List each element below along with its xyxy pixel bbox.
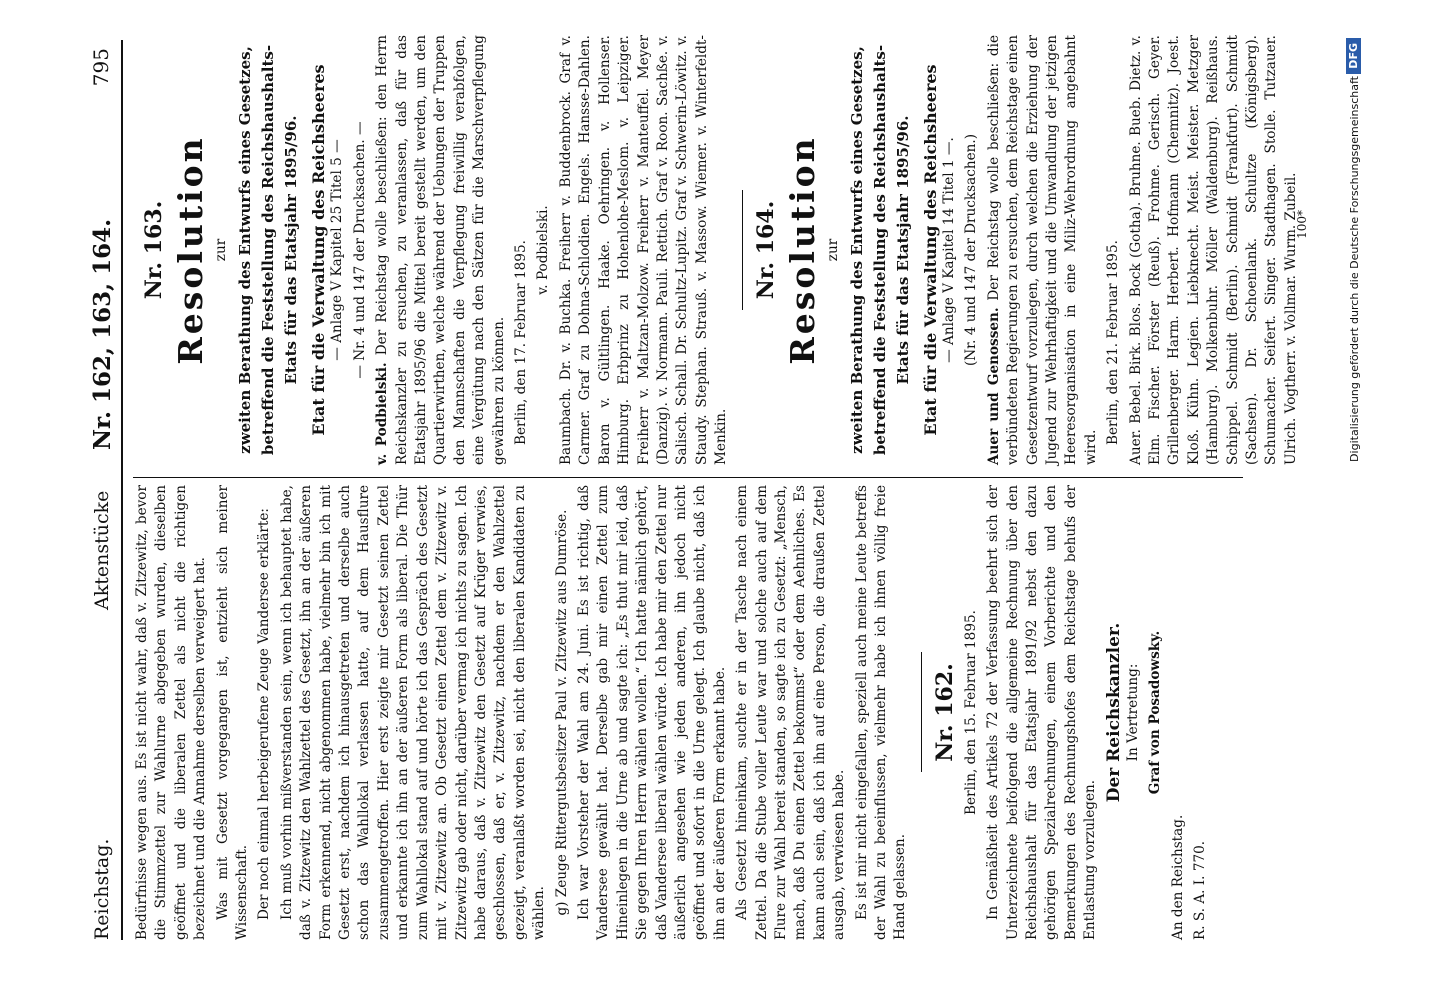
resolution-title: zweiten Berathung des Entwurfs eines Gesetzes, betreffend die Feststellung des Reichshaushalts-Etats für das Etatsjahr 1895/96. — [236, 44, 301, 456]
zur: zur — [213, 238, 229, 262]
signer: v. Podbielski. — [535, 205, 552, 295]
column-divider — [133, 477, 1243, 478]
header-left: Reichstag. — [91, 838, 113, 940]
resolution-body: Der Reichstag wolle beschließen: die verbündeten Regierungen zu ersuchen, dem Reichstage einen Gesetzentwurf vorzulegen, durch welchen die Erziehung der Jugend zur Wehrhaftigkeit und die Umwandlung der jetzigen Heeresorganisation in eine Miliz-Wehrordnung angebahnt wird. — [985, 35, 1099, 465]
dfg-credit — [1343, 20, 1367, 980]
separator — [742, 190, 743, 310]
page-number: 795 — [89, 48, 113, 87]
witness-heading: g) Zeuge Rittergutsbesitzer Paul v. Zitzewitz aus Dumröse. — [553, 509, 570, 916]
mover: v. Podbielski. — [374, 362, 391, 465]
separator — [921, 653, 922, 773]
paragraph: Ich war Vorsteher der Wahl am 24. Juni. Es ist richtig, daß Vandersee gewählt hat. Derselbe gab mir einen Zettel zum Hineinlegen in die Urne ab und sagte ich: „Es thut mir leid, daß Sie gegen Ihren Herrn wählen wollen.“ Ich hatte nämlich gehört, daß Vandersee liberal wählen würde. Ich habe mir den Zettel nur äußerlich angesehen wie jeden anderen, ihn jedoch nicht geöffnet und sofort in die Urne gelegt. Ich glaube nicht, daß ich ihn an der äußeren Form erkannt habe. — [575, 485, 728, 940]
doc-number-162: Nr. 162. — [931, 663, 958, 762]
cosigners: Baumbach. Dr. v. Buchka. Freiherr v. Buddenbrock. Graf v. Carmer. Graf zu Dohna-Schlodien. Engels. Hansse-Dahlen. Baron v. Gültlingen. Haake. Oehringen. v. Hollenser. Himburg. Erbprinz zu Hohenlohe-Meslom. v. Leipziger. Freiherr v. Maltzan-Molzow. Freiherr v. Manteuffel. Meyer (Danzig). v. Normann. Pauli. Rettich. Graf v. Roon. Sachße. v. Salisch. Schall. Dr. Schultz-Lupitz. Graf v. Schwerin-Löwitz. v. Staudy. Stephan. Strauß. v. Massow. Wiemer. v. Winterfeldt-Menkin. — [557, 35, 730, 465]
dfg-logo: DFG — [1346, 38, 1361, 74]
resolution-heading: Resolution — [782, 135, 822, 365]
etat-heading: Etat für die Verwaltung des Reichsheeres — [309, 64, 329, 436]
reference: R. S. A. I. 770. — [1191, 840, 1208, 940]
date-163: Berlin, den 17. Februar 1895. — [513, 240, 530, 445]
annex-line: — Anlage V Kapitel 14 Titel 1 —. — [940, 137, 957, 363]
signature-deputy: In Vertretung: — [1124, 663, 1141, 762]
annex-line: — Anlage V Kapitel 25 Titel 5 — — [329, 139, 346, 361]
left-column — [133, 485, 1213, 940]
zur: zur — [824, 238, 841, 262]
header-numbers: Nr. 162, 163, 164. — [89, 218, 116, 450]
doc-number-163: Nr. 163. — [141, 200, 167, 300]
rotated-document — [71, 20, 1361, 980]
mover: Auer und Genossen. — [985, 307, 1002, 465]
date-164: Berlin, den 21. Februar 1895. — [1105, 240, 1122, 445]
dfg-credit-text: Digitalisierung gefördert durch die Deutsche Forschungsgemeinschaft — [1348, 76, 1361, 462]
header-center: Aktenstücke — [91, 490, 113, 610]
running-header — [87, 40, 123, 940]
resolution-body: Der Reichstag wolle beschließen: den Herrn Reichskanzler zu ersuchen, zu veranlassen, daß für das Etatsjahr 1895/96 die Mittel bereit gestellt werden, um den Quartierwirthen, welche während der Uebungen der Truppen den Mannschaften die Verpflegung freiwillig verabfolgen, eine Vergütung nach den Sätzen für die Marschverpflegung gewähren zu können. — [374, 34, 507, 465]
drucksachen-line: (Nr. 4 und 147 der Drucksachen.) — [963, 133, 980, 367]
resolution-title: zweiten Berathung des Entwurfs eines Gesetzes, betreffend die Feststellung des Reichshaushalts-Etats für das Etatsjahr 1895/96. — [847, 44, 912, 456]
resolution-heading: Resolution — [171, 135, 210, 365]
addressee: An den Reichstag. — [1169, 814, 1186, 940]
footer-page-mark: 100* — [1295, 210, 1309, 239]
paragraph: Als Gesetzt hineinkam, suchte er in der Tasche nach einem Zettel. Da die Stube voller Leute war und solche auch auf dem Flure zur Wahl bereit standen, so sagte ich zu Gesetzt: „Mensch, mach, daß Du einen Zettel bekommst“ oder dem Aehnliches. Es kann auch sein, daß ich ihn auf eine Person, die draußen Zettel ausgab, verwiesen habe. — [734, 485, 848, 940]
signature-name: Graf von Posadowsky. — [1147, 630, 1164, 795]
drucksachen-line: — Nr. 4 und 147 der Drucksachen. — — [351, 121, 368, 379]
signature-title: Der Reichskanzler. — [1103, 622, 1124, 803]
paragraph: In Gemäßheit des Artikels 72 der Verfassung beehrt sich der Unterzeichnete beifolgend die allgemeine Rechnung über den Reichshaushalt für das Etatsjahr 1891/92 nebst den dazu gehörigen Spezialrechnungen, einem Vorberichte und den Bemerkungen des Rechnungshofes dem Reichstage behufs der Entlastung vorzulegen. — [985, 485, 1099, 940]
paragraph: Der noch einmal herbeigerufene Zeuge Vandersee erklärte: — [256, 508, 273, 920]
paragraph: Bedürfnisse wegen aus. Es ist nicht wahr, daß v. Zitzewitz, bevor die Stimmzettel zur Wahlurne abgegeben wurden, dieselben geöffnet und die liberalen Zettel als nicht die richtigen bezeichnet und die Annahme derselben verweigert hat. — [134, 485, 209, 940]
date-162: Berlin, den 15. Februar 1895. — [962, 610, 979, 815]
cosigners: Auer. Bebel. Birk. Blos. Bock (Gotha). Bruhne. Bueb. Dietz. v. Elm. Fischer. Förster (Reuß). Frohme. Gerisch. Geyer. Grillenberger. Harm. Herbert. Hofmann (Chemnitz). Joest. Kloß. Kühn. Legien. Liebknecht. Meist. Meister. Metzger (Hamburg). Molkenbuhr. Möller (Waldenburg). Reißhaus. Schippel. Schmidt (Berlin). Schmidt (Frankfurt). Schmidt (Sachsen). Dr. Schoenlank. Schultze (Königsberg). Schumacher. Seifert. Singer. Stadthagen. Stolle. Tutzauer. Ulrich. Vogtherr. v. Vollmar. Wurm. Zubeil. — [1127, 35, 1299, 465]
right-column — [133, 35, 1304, 465]
doc-number-164: Nr. 164. — [752, 200, 779, 300]
paragraph: Es ist mir nicht eingefallen, speziell auch meine Leute betreffs der Wahl zu beeinflussen, vielmehr habe ich ihnen völlig freie Hand gelassen. — [853, 485, 909, 940]
etat-heading: Etat für die Verwaltung des Reichsheeres — [920, 64, 940, 436]
paragraph: Ich muß vorhin mißverstanden sein, wenn ich behauptet habe, daß v. Zitzewitz den Wahlzettel des Gesetzt, ihn an der äußeren Form erkennend, nicht abgenommen habe, vielmehr bin ich mit Gesetzt erst, nachdem ich hinausgetreten und derselbe auch schon das Wahllokal verlassen hatte, auf dem Hausflure zusammengetroffen. Hier erst zeigte mir Gesetzt seinen Zettel und erkannte ich ihn an der äußeren Form als liberal. Die Thür zum Wahllokal stand auf und hörte ich das Gespräch des Gesetzt mit v. Zitzewitz an. Ob Gesetzt einen Zettel dem v. Zitzewitz v. Zitzewitz gab oder nicht, darüber vermag ich nichts zu sagen. Ich habe daraus, daß v. Zitzewitz den Gesetzt auf Krüger verwies, geschlossen, daß er, v. Zitzewitz, nachdem er den Wahlzettel gezeigt, veranlaßt worden sei, nicht den liberalen Kandidaten zu wählen. — [278, 485, 548, 940]
paragraph: Was mit Gesetzt vorgegangen ist, entzieht sich meiner Wissenschaft. — [214, 485, 251, 940]
